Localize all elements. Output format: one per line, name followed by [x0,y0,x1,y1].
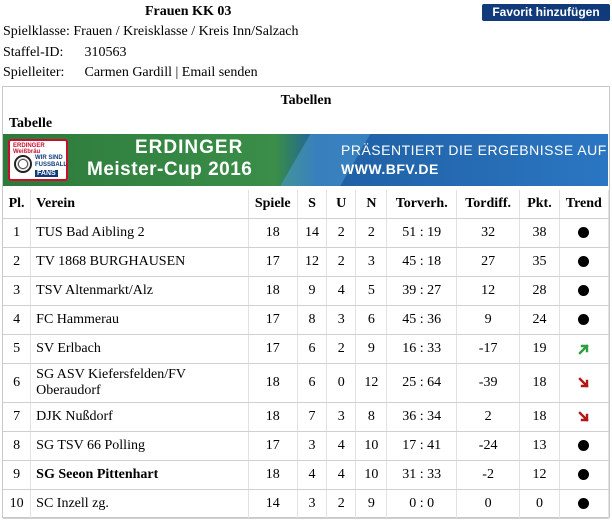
banner-brand: ERDINGER [135,137,244,158]
tabellen-title: Tabellen [280,93,332,108]
cell-trend [559,403,608,432]
cell-s: 3 [297,432,326,461]
cell-s: 3 [297,490,326,519]
cell-trend [559,306,608,335]
add-favorite-button[interactable]: Favorit hinzufügen [482,4,610,21]
banner-url: WWW.BFV.DE [341,161,439,177]
cell-n: 10 [356,461,387,490]
team-name[interactable]: SC Inzell zg. [36,496,109,511]
table-row [3,403,609,432]
table-row [3,432,609,461]
cell-verein[interactable] [31,306,248,335]
header-pkt: Pkt. [520,190,559,219]
trend-steady-icon [578,314,589,325]
page-title: Frauen KK 03 [145,4,232,19]
cell-spiele: 18 [248,403,297,432]
cell-trend [559,248,608,277]
cell-tordiff: 9 [456,306,519,335]
cell-verein[interactable] [31,248,248,277]
cell-pkt: 35 [520,248,559,277]
team-name[interactable]: SV Erlbach [36,341,101,356]
trend-steady-icon [578,498,589,509]
cell-pkt: 28 [520,277,559,306]
cell-s: 8 [297,306,326,335]
banner-tagline: PRÄSENTIERT DIE ERGEBNISSE AUF [341,142,607,158]
cell-torverh: 36 : 34 [387,403,456,432]
badge-slogan-text: WIR SIND FUSSBALL [35,155,67,168]
trend-up-icon [577,342,591,356]
cell-pl: 1 [3,219,31,248]
cell-u: 4 [327,432,356,461]
cell-u: 3 [327,306,356,335]
tabelle-subtitle: Tabelle [9,116,53,131]
cell-pkt: 18 [520,403,559,432]
cell-torverh: 45 : 36 [387,306,456,335]
cell-pkt: 0 [520,490,559,519]
trend-steady-icon [578,469,589,480]
cell-tordiff: -17 [456,335,519,364]
cell-verein[interactable] [31,403,248,432]
cell-trend [559,277,608,306]
spielleiter-label: Spielleiter: [3,65,65,80]
spielklasse-row [3,24,299,40]
cell-u: 3 [327,403,356,432]
spielklasse-value: Frauen / Kreisklasse / Kreis Inn/Salzach [73,24,299,39]
cell-s: 6 [297,335,326,364]
badge-fans-text: FANS [37,170,56,177]
cell-tordiff: 2 [456,403,519,432]
cell-spiele: 17 [248,306,297,335]
table-row [3,277,609,306]
cell-spiele: 17 [248,335,297,364]
trend-steady-icon [578,227,589,238]
cell-spiele: 18 [248,219,297,248]
cell-verein[interactable] [31,461,248,490]
table-row [3,461,609,490]
cell-verein[interactable] [31,277,248,306]
cell-trend [559,461,608,490]
cell-tordiff: 32 [456,219,519,248]
team-name[interactable]: TSV Altenmarkt/Alz [36,283,153,298]
cell-trend [559,364,608,403]
cell-verein[interactable] [31,490,248,519]
standings-table [3,190,609,519]
header-tordiff: Tordiff. [456,190,519,219]
cell-torverh: 25 : 64 [387,364,456,403]
cell-verein[interactable] [31,219,248,248]
cell-pkt: 24 [520,306,559,335]
team-name[interactable]: TV 1868 BURGHAUSEN [36,254,186,269]
cell-s: 14 [297,219,326,248]
cell-u: 2 [327,490,356,519]
cell-tordiff: -39 [456,364,519,403]
header-pl: Pl. [3,190,31,219]
team-name[interactable]: DJK Nußdorf [36,409,113,424]
cell-verein[interactable] [31,432,248,461]
team-name[interactable]: SG Seeon Pittenhart [36,467,159,482]
cell-s: 7 [297,403,326,432]
trend-steady-icon [578,440,589,451]
cell-verein[interactable] [31,335,248,364]
cell-n: 8 [356,403,387,432]
cell-u: 2 [327,248,356,277]
cell-verein[interactable] [31,364,248,403]
cell-pkt: 38 [520,219,559,248]
cell-s: 4 [297,461,326,490]
cell-n: 3 [356,248,387,277]
cell-torverh: 51 : 19 [387,219,456,248]
team-name[interactable]: FC Hammerau [36,312,119,327]
cell-torverh: 31 : 33 [387,461,456,490]
cell-trend [559,432,608,461]
staffel-row [3,45,127,61]
cell-tordiff: 12 [456,277,519,306]
cell-n: 12 [356,364,387,403]
staffel-label: Staffel-ID: [3,45,64,60]
cell-tordiff: -2 [456,461,519,490]
cell-pl: 5 [3,335,31,364]
cell-spiele: 18 [248,461,297,490]
cell-pkt: 13 [520,432,559,461]
cell-pl: 9 [3,461,31,490]
cell-u: 2 [327,335,356,364]
table-row [3,248,609,277]
cell-spiele: 14 [248,490,297,519]
table-row [3,490,609,519]
cell-torverh: 16 : 33 [387,335,456,364]
cell-pkt: 18 [520,364,559,403]
cell-spiele: 17 [248,432,297,461]
cell-s: 6 [297,364,326,403]
fans-badge-logo [8,139,68,181]
table-row [3,219,609,248]
badge-brand-text: ERDINGER Weißbräu [13,143,45,155]
cell-u: 0 [327,364,356,403]
cell-tordiff: 27 [456,248,519,277]
cell-pkt: 19 [520,335,559,364]
spielleiter-name: Carmen Gardill [84,65,172,80]
header-u: U [327,190,356,219]
cell-u: 4 [327,277,356,306]
banner-cup-title: Meister-Cup 2016 [87,159,253,180]
header-torverh: Torverh. [387,190,456,219]
table-header-row [3,190,609,219]
cell-trend [559,335,608,364]
cell-pl: 6 [3,364,31,403]
cell-torverh: 39 : 27 [387,277,456,306]
cell-s: 9 [297,277,326,306]
header-spiele: Spiele [248,190,297,219]
header-verein: Verein [31,190,248,219]
trend-steady-icon [578,285,589,296]
trend-steady-icon [578,256,589,267]
cell-pl: 10 [3,490,31,519]
cell-n: 5 [356,277,387,306]
header-s: S [297,190,326,219]
cell-spiele: 18 [248,364,297,403]
cell-pl: 3 [3,277,31,306]
cell-u: 2 [327,219,356,248]
cell-tordiff: 0 [456,490,519,519]
cell-pl: 8 [3,432,31,461]
cell-pkt: 12 [520,461,559,490]
cell-n: 10 [356,432,387,461]
header-trend: Trend [559,190,608,219]
cell-spiele: 17 [248,248,297,277]
staffel-value: 310563 [84,45,127,60]
cell-n: 2 [356,219,387,248]
table-row [3,335,609,364]
trend-down-icon [577,376,591,390]
cell-trend [559,219,608,248]
team-name[interactable]: TUS Bad Aibling 2 [36,225,145,240]
cell-torverh: 45 : 18 [387,248,456,277]
table-row [3,306,609,335]
cell-n: 9 [356,335,387,364]
team-name[interactable]: SG ASV Kiefersfelden/FV Oberaudorf [36,367,186,398]
spielleiter-row [3,65,258,81]
cell-trend [559,490,608,519]
cell-torverh: 17 : 41 [387,432,456,461]
cell-pl: 2 [3,248,31,277]
cell-pl: 4 [3,306,31,335]
cell-s: 12 [297,248,326,277]
cell-n: 6 [356,306,387,335]
cell-n: 9 [356,490,387,519]
trend-down-icon [577,410,591,424]
header-n: N [356,190,387,219]
cell-u: 4 [327,461,356,490]
table-row [3,364,609,403]
football-icon [14,155,32,173]
erdinger-banner[interactable] [3,134,608,186]
team-name[interactable]: SG TSV 66 Polling [36,438,145,453]
separator: | [175,65,179,80]
cell-torverh: 0 : 0 [387,490,456,519]
spielklasse-label: Spielklasse: [3,24,70,39]
email-link[interactable]: Email senden [181,65,258,80]
cell-pl: 7 [3,403,31,432]
cell-spiele: 18 [248,277,297,306]
cell-tordiff: -24 [456,432,519,461]
